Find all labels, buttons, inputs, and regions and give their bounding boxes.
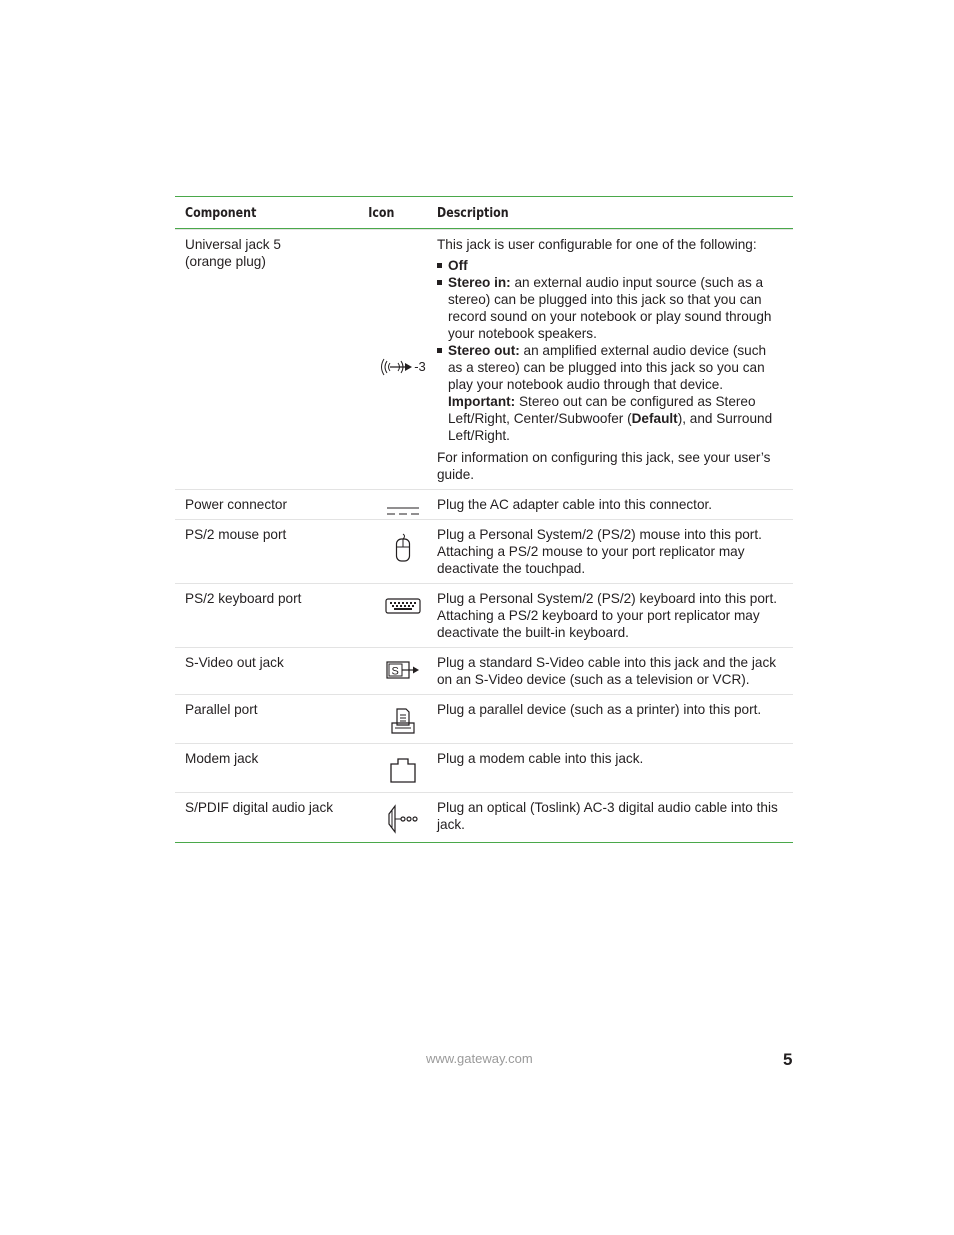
component-name: S-Video out jack [185,655,284,670]
printer-icon [389,707,417,743]
list-item: Stereo out: an amplified external audio device (such as a stereo) can be plugged into this jack so you can play your notebook audio through that device. [437,342,781,393]
table-row [175,647,793,694]
dc-power-icon [387,503,419,519]
table-row [175,489,793,519]
component-name: Parallel port [185,702,258,717]
description: Plug a parallel device (such as a printer) into this port. [437,702,762,717]
table-row [175,229,793,489]
list-item: Stereo in: an external audio input source (such as a stereo) can be plugged into this jack so that you can record sound on your notebook or play sound through your notebook speakers. [437,274,781,342]
svg-text:S: S [391,665,399,678]
description-intro: This jack is user configurable for one of the following: [437,237,757,252]
component-name: PS/2 mouse port [185,527,287,542]
table-row [175,792,793,842]
components-table [175,196,793,843]
component-name: Power connector [185,497,288,512]
option-list [437,257,781,393]
table-row [175,743,793,792]
component-name: PS/2 keyboard port [185,591,302,606]
description: Plug a Personal System/2 (PS/2) mouse into this port. Attaching a PS/2 mouse to your port replicator may deactivate the touchpad. [437,527,762,576]
header-description: Description [437,204,509,221]
footer-url[interactable]: www.gateway.com [426,1051,533,1066]
table-row [175,519,793,583]
modem-icon [389,756,417,792]
description-outro: For information on configuring this jack, see your user’s guide. [437,450,771,482]
mouse-icon [394,533,412,583]
component-name: S/PDIF digital audio jack [185,800,334,815]
spdif-icon [387,804,419,842]
audio-jack-icon [379,244,426,489]
description: Plug a modem cable into this jack. [437,751,644,766]
icon-suffix: -3 [414,359,426,374]
description: Plug a Personal System/2 (PS/2) keyboard into this port. Attaching a PS/2 keyboard to your port replicator may deactivate the built-in keyboard. [437,591,778,640]
important-note: Important: Stereo out can be configured as Stereo Left/Right, Center/Subwoofer (Default), and Surround Left/Right. [448,394,773,443]
description: Plug the AC adapter cable into this connector. [437,497,713,512]
keyboard-icon [385,597,421,647]
component-name: Modem jack [185,751,259,766]
s-video-icon [386,661,420,694]
table-header [175,197,793,229]
table-row [175,694,793,743]
page-number: 5 [783,1050,793,1069]
list-item: Off [437,257,781,274]
header-icon: Icon [368,204,395,221]
table-row [175,583,793,647]
description: Plug a standard S-Video cable into this jack and the jack on an S-Video device (such as a television or VCR). [437,655,777,687]
component-name: Universal jack 5 (orange plug) [185,237,281,269]
description: Plug an optical (Toslink) AC-3 digital audio cable into this jack. [437,800,778,832]
header-component: Component [185,204,257,221]
